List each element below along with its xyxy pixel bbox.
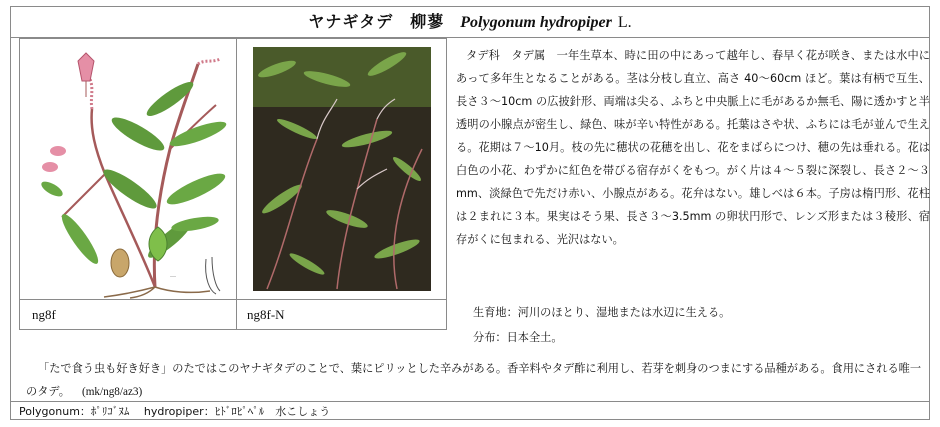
page-title — [11, 7, 929, 38]
image-table — [19, 38, 447, 330]
title-author: L. — [617, 14, 632, 31]
botanical-illustration — [20, 39, 236, 299]
caption-cell-2 — [236, 299, 447, 330]
description-text: タデ科 タデ属 一年生草本、時に田の中にあって越年し、春早く花が咲き、または水中にあって多年生となることがある。茎は分枝し直立、高さ 40～60cm ほど。葉は有柄で互生、長さ３～10cm の広披針形、両端は尖る、ふちと中央脈上に毛があるか無毛、陽に透かすと半透明の小腺点が密生し、緑色、味が辛い特性がある。托葉はさや状、ふちには毛が並んで生える。花期は７～10月。枝の先に穂状の花穂を出し、花をまばらにつけ、穂の先は垂れる。花は白色の小花、わずかに紅色を帯びる宿存がくをもつ。がく片は４～５裂に深裂し、長さ２～３mm、淡緑色で先だけ赤い、小腺点がある。花弁はない。雄しべは６本。子房は楕円形、花柱は２まれに３本。果実はそう果、長さ３～3.5mm の卵状円形で、レンズ形または３稜形、宿存がくに包まれる、光沢はない。 — [456, 49, 930, 246]
footer-etymology: Polygonum：ﾎﾟﾘｺﾞﾇﾑ hydropiper：ﾋﾄﾞﾛﾋﾟﾍﾟﾙ 水こしょう — [11, 401, 929, 420]
note-code: (mk/ng8/az3) — [81, 386, 143, 398]
note-text: 「たで食う虫も好き好き」のたではこのヤナギタデのことで、葉にピリッとした辛みがある。香辛料やタデ酢に利用し、若芽を刺身のつまにする品種がある。食用にされる唯一のタデ。 — [26, 362, 922, 398]
title-latin-name: Polygonum hydropiper — [460, 14, 612, 31]
image-caption: ng8f — [32, 307, 56, 322]
distribution-text: 分布：日本全土。 — [473, 331, 563, 344]
habitat-text: 生育地：河川のほとり、湿地または水辺に生える。 — [473, 306, 731, 319]
svg-text:…: … — [170, 272, 176, 279]
photo-cell — [236, 38, 447, 300]
note-paragraph — [26, 357, 929, 404]
document-frame — [10, 6, 930, 420]
plant-photo — [237, 39, 446, 299]
photo-caption: ng8f-N — [247, 307, 285, 322]
illustration-cell — [19, 38, 237, 300]
caption-cell-1 — [19, 299, 237, 330]
title-japanese: ヤナギタデ 柳蓼 — [308, 12, 445, 31]
